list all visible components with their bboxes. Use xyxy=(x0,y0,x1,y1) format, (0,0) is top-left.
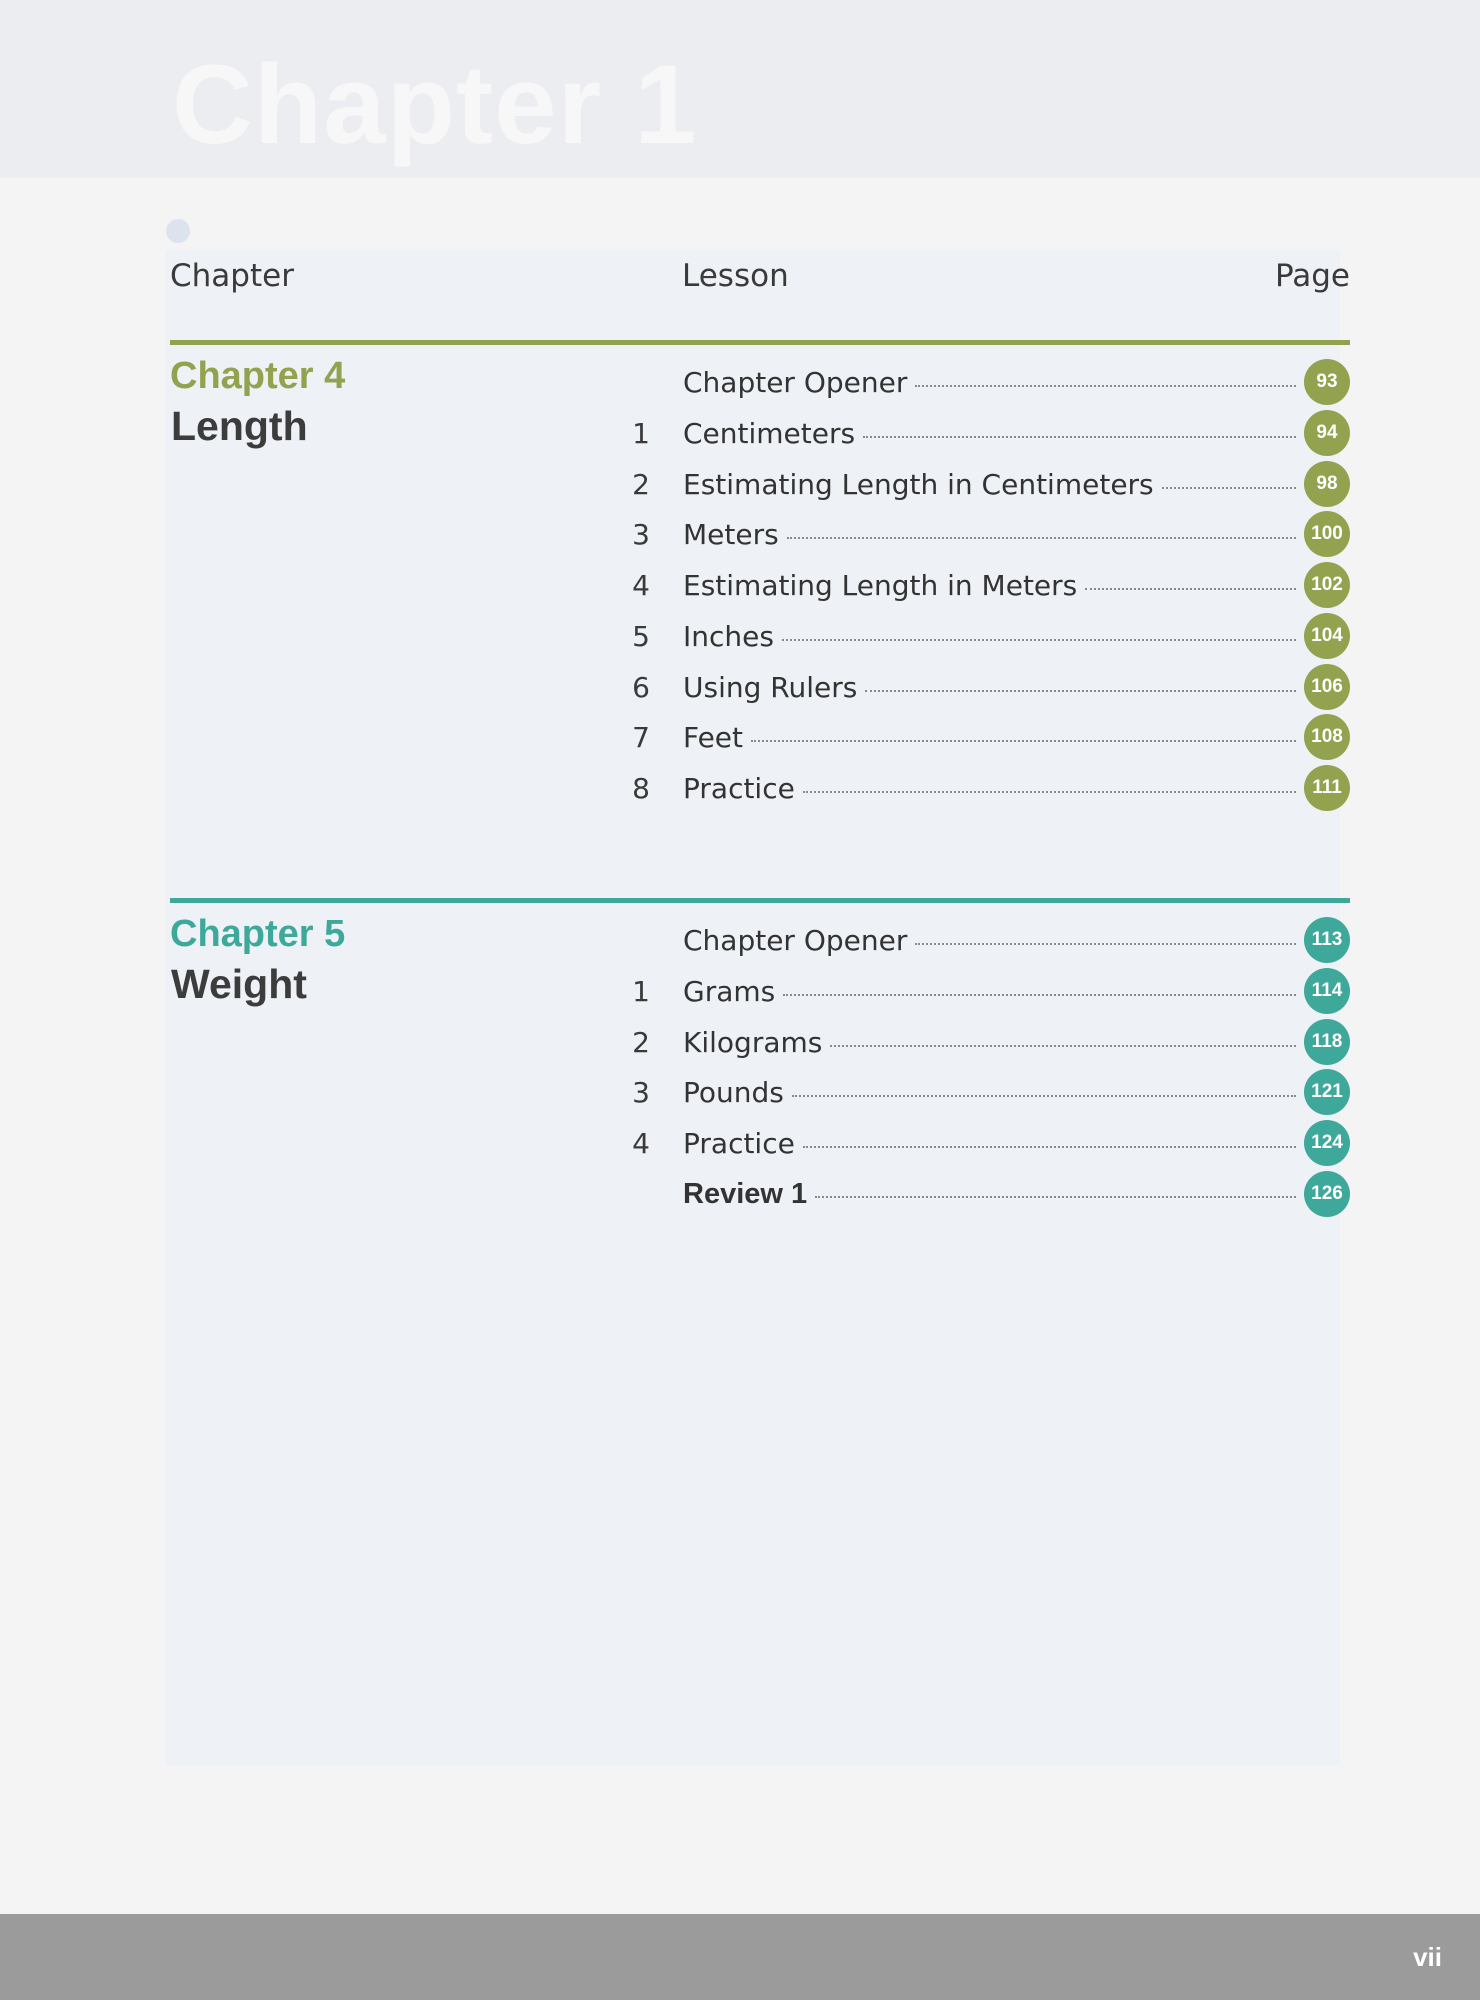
bleed-through-dot xyxy=(166,219,190,243)
lesson-title: Chapter Opener xyxy=(683,924,908,957)
chapter-5-title: Weight xyxy=(171,961,307,1007)
lesson-number: 4 xyxy=(632,1127,650,1160)
dot-leader xyxy=(1085,588,1296,590)
lesson-number: 2 xyxy=(632,1026,650,1059)
lesson-row[interactable] xyxy=(620,916,1350,966)
page-badge: 94 xyxy=(1304,410,1350,456)
lesson-number: 4 xyxy=(632,569,650,602)
dot-leader xyxy=(915,943,1296,945)
lesson-number: 8 xyxy=(632,772,650,805)
header-chapter: Chapter xyxy=(170,258,294,294)
page-badge: 100 xyxy=(1304,511,1350,557)
page-badge: 111 xyxy=(1304,765,1350,811)
lesson-number: 3 xyxy=(632,1076,650,1109)
page-badge: 106 xyxy=(1304,664,1350,710)
page-badge: 113 xyxy=(1304,917,1350,963)
chapter-5-label: Chapter 5 xyxy=(170,913,346,955)
lesson-row[interactable] xyxy=(620,1018,1350,1068)
page-badge: 104 xyxy=(1304,613,1350,659)
lesson-row[interactable] xyxy=(620,358,1350,408)
lesson-number: 1 xyxy=(632,417,650,450)
header-page: Page xyxy=(1274,258,1350,294)
dot-leader xyxy=(803,1146,1296,1148)
page-badge: 121 xyxy=(1304,1069,1350,1115)
page-badge: 114 xyxy=(1304,968,1350,1014)
lesson-title: Using Rulers xyxy=(683,671,858,704)
page-badge: 98 xyxy=(1304,461,1350,507)
chapter-4-title: Length xyxy=(171,403,308,449)
lesson-title: Inches xyxy=(683,620,774,653)
lesson-row[interactable] xyxy=(620,1170,1350,1220)
dot-leader xyxy=(1162,487,1296,489)
lesson-title: Grams xyxy=(683,975,776,1008)
lesson-row[interactable] xyxy=(620,561,1350,611)
lesson-number: 6 xyxy=(632,671,650,704)
chapter-5-divider xyxy=(170,898,1350,903)
page-badge: 108 xyxy=(1304,714,1350,760)
dot-leader xyxy=(915,385,1296,387)
dot-leader xyxy=(865,690,1296,692)
lesson-row[interactable] xyxy=(620,1068,1350,1118)
lesson-title: Estimating Length in Centimeters xyxy=(683,468,1154,501)
dot-leader xyxy=(751,740,1296,742)
lesson-row[interactable] xyxy=(620,612,1350,662)
lesson-number: 3 xyxy=(632,518,650,551)
lesson-title: Estimating Length in Meters xyxy=(683,569,1078,602)
lesson-title: Practice xyxy=(683,1127,795,1160)
lesson-row[interactable] xyxy=(620,713,1350,763)
lesson-row[interactable] xyxy=(620,764,1350,814)
dot-leader xyxy=(863,436,1296,438)
lesson-title: Feet xyxy=(683,721,744,754)
dot-leader xyxy=(787,537,1296,539)
header-lesson: Lesson xyxy=(682,258,789,294)
page-badge: 93 xyxy=(1304,359,1350,405)
lesson-title: Pounds xyxy=(683,1076,784,1109)
lesson-row[interactable] xyxy=(620,663,1350,713)
lesson-title: Practice xyxy=(683,772,795,805)
footer-band xyxy=(0,1914,1480,2000)
page-badge: 124 xyxy=(1304,1120,1350,1166)
lesson-number: 5 xyxy=(632,620,650,653)
lesson-title: Kilograms xyxy=(683,1026,823,1059)
lesson-number: 2 xyxy=(632,468,650,501)
lesson-row[interactable] xyxy=(620,409,1350,459)
ghost-chapter-title: Chapter 1 xyxy=(172,42,698,167)
dot-leader xyxy=(792,1095,1296,1097)
chapter-4-label: Chapter 4 xyxy=(170,355,346,397)
lesson-title: Meters xyxy=(683,518,779,551)
lesson-row[interactable] xyxy=(620,1119,1350,1169)
dot-leader xyxy=(830,1045,1296,1047)
page-badge: 126 xyxy=(1304,1171,1350,1217)
chapter-4-divider xyxy=(170,340,1350,345)
lesson-row[interactable] xyxy=(620,510,1350,560)
lesson-title: Centimeters xyxy=(683,417,856,450)
top-band xyxy=(0,0,1480,178)
lesson-row[interactable] xyxy=(620,460,1350,510)
page-number: vii xyxy=(1413,1942,1442,1972)
dot-leader xyxy=(815,1196,1296,1198)
page-badge: 102 xyxy=(1304,562,1350,608)
page-badge: 118 xyxy=(1304,1019,1350,1065)
lesson-row[interactable] xyxy=(620,967,1350,1017)
lesson-title: Chapter Opener xyxy=(683,366,908,399)
lesson-number: 7 xyxy=(632,721,650,754)
lesson-number: 1 xyxy=(632,975,650,1008)
dot-leader xyxy=(782,639,1296,641)
dot-leader xyxy=(803,791,1296,793)
lesson-title: Review 1 xyxy=(683,1178,808,1210)
dot-leader xyxy=(783,994,1296,996)
